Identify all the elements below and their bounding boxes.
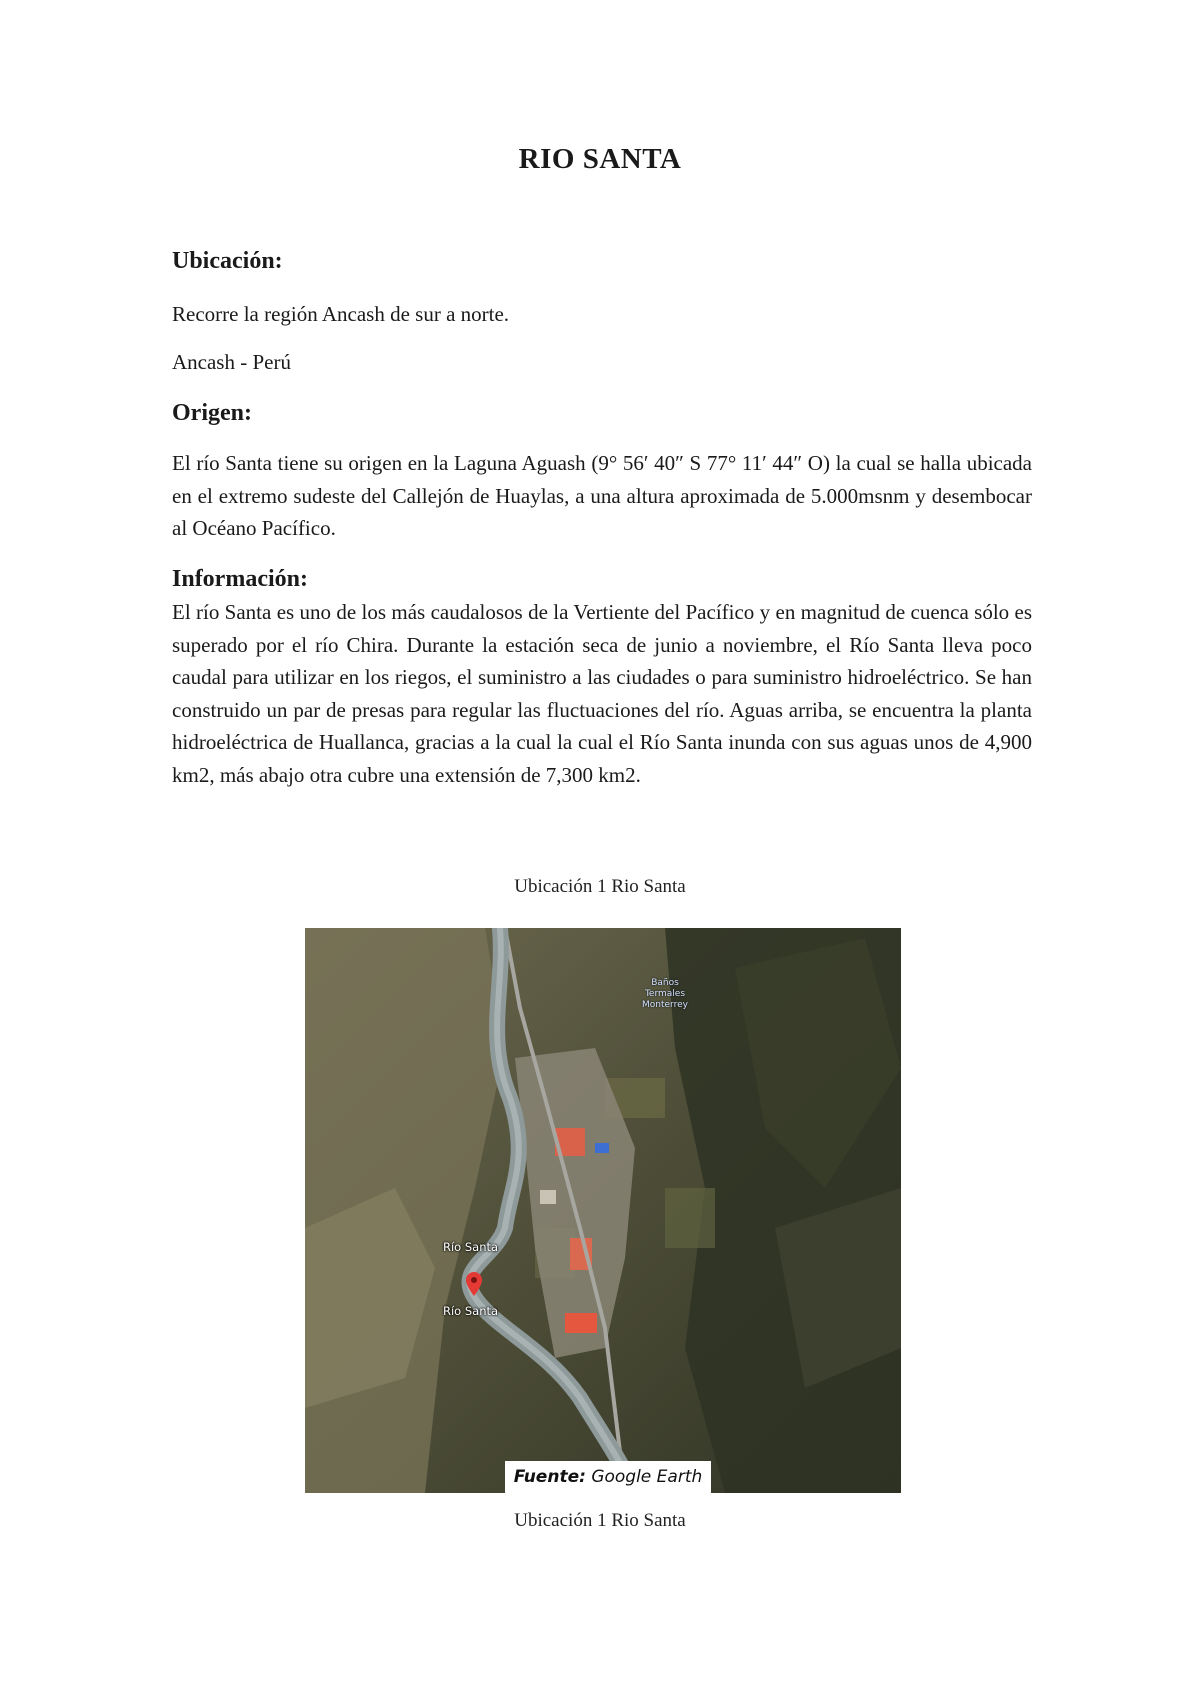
poi-line-2: Termales bbox=[644, 989, 686, 999]
satellite-terrain-graphic bbox=[305, 928, 901, 1493]
map-label-river-1: Río Santa bbox=[443, 1240, 499, 1254]
page-title: RIO SANTA bbox=[518, 143, 682, 175]
source-label bbox=[505, 1461, 711, 1493]
map-label-poi bbox=[635, 978, 695, 1011]
poi-line-1: Baños bbox=[651, 978, 679, 988]
heading-ubicacion: Ubicación: bbox=[172, 248, 283, 274]
poi-line-3: Monterrey bbox=[642, 1000, 688, 1010]
source-label-value: Google Earth bbox=[591, 1467, 703, 1487]
satellite-map-image bbox=[305, 928, 901, 1493]
informacion-paragraph: El río Santa es uno de los más caudalosos de la Vertiente del Pacífico y en magnitud de cuenca sólo es superado por el río Chira. Durante la estación seca de junio a noviembre, el Río Santa lleva poco caudal para utilizar en los riegos, el suministro a las ciudades o para suministro hidroeléctrico. Se han construido un par de presas para regular las fluctuaciones del río. Aguas arriba, se encuentra la planta hidroeléctrica de Huallanca, gracias a la cual la cual el Río Santa inunda con sus aguas unos de 4,900 km2, más abajo otra cubre una extensión de 7,300 km2. bbox=[172, 600, 1032, 787]
ubicacion-line-2: Ancash - Perú bbox=[172, 350, 291, 374]
heading-origen: Origen: bbox=[172, 400, 252, 426]
ubicacion-line-1: Recorre la región Ancash de sur a norte. bbox=[172, 302, 510, 326]
map-label-river-2: Río Santa bbox=[443, 1304, 499, 1318]
figure-caption-bottom: Ubicación 1 Rio Santa bbox=[514, 1510, 686, 1531]
map-pin-icon bbox=[466, 1272, 482, 1296]
origen-paragraph: El río Santa tiene su origen en la Laguna Aguash (9° 56′ 40″ S 77° 11′ 44″ O) la cual se halla ubicada en el extremo sudeste del Callejón de Huaylas, a una altura aproximada de 5.000msnm y desembocar al Océano Pacífico. bbox=[172, 451, 1032, 540]
heading-informacion: Información: bbox=[172, 566, 308, 592]
source-label-prefix: Fuente: bbox=[513, 1467, 586, 1487]
figure-caption-top: Ubicación 1 Rio Santa bbox=[514, 876, 686, 897]
